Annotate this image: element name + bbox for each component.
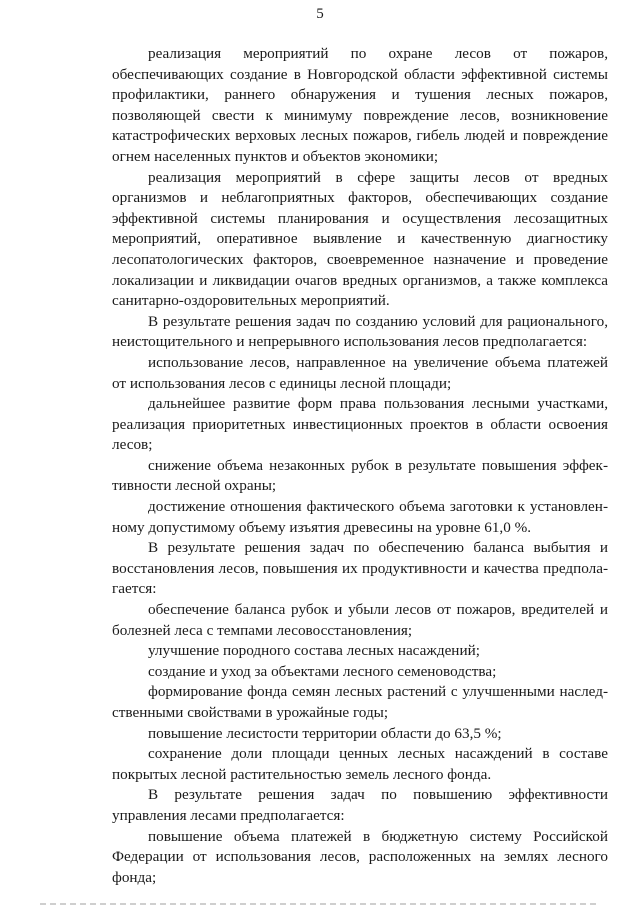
paragraph-budget-payments: повышение объема платежей в бюджетную систему Российской Федерации от использования лесов, расположенных на землях лесного фонда; [112,827,608,886]
paragraph-harvest-ratio: достижение отношения фактического объема заготовки к установленному допустимому объему изъятия древесины на уровне 61,0 %. [112,498,608,536]
paragraph-seed-fund: формирование фонда семян лесных растений с улучшенными наследственными свойствами в урожайные годы; [112,683,608,721]
paragraph-species-composition: улучшение породного состава лесных насаждений; [148,642,480,660]
paragraph-fire-protection: реализация мероприятий по охране лесов от пожаров, обеспечивающих создание в Новгородской области эффективной системы профилактики, раннего обнаружения и тушения лесных пожаров, позволяющей свести к минимуму повреждение лесов, возникновение катастрофических верховых лесных пожаров, гибель людей и повреждение огнем населенных пунктов и объектов экономики; [112,45,608,165]
paragraph-felling-balance: обеспечение баланса рубок и убыли лесов от пожаров, вредителей и болезней леса с темпами лесовосстановления; [112,601,608,639]
paragraph-forest-cover: повышение лесистости территории области до 63,5 %; [148,724,502,742]
paragraph-seed-objects: создание и уход за объектами лесного семеноводства; [148,662,497,680]
paragraph-usage-rights: дальнейшее развитие форм права пользования лесными участками, реализация приоритетных инвестиционных проектов в области освоения лесов; [112,395,608,454]
page-number: 5 [316,6,324,22]
paragraph-balance-intro: В результате решения задач по обеспечению баланса выбытия и восстановления лесов, повышения их продуктивности и качества предполагается: [112,539,608,598]
paragraph-payments-increase: использование лесов, направленное на увеличение объема платежей от использования лесов с единицы лесной площади; [112,353,608,392]
paragraph-management-intro: В результате решения задач по повышению эффективности управления лесами предполагается: [112,786,608,824]
paragraph-forest-health: реализация мероприятий в сфере защиты лесов от вредных организмов и неблагоприятных факторов, обеспечивающих создание эффективной системы планирования и осуществления лесозащитных мероприятий, оперативное выявление и качественную диагностику лесопатологических факторов, своевременное назначение и проведение локализации и ликвидации очагов вредных организмов, а также комплекса санитарно-оздоровительных мероприятий. [112,168,608,310]
document-body [112,44,608,888]
paragraph-sustainable-use-intro: В результате решения задач по созданию условий для рационального, неистощительного и непрерывного использования лесов предполагается: [112,312,608,351]
paragraph-valuable-stands: сохранение доли площади ценных лесных насаждений в составе покрытых лесной растительностью земель лесного фонда. [112,745,608,783]
paragraph-illegal-logging: снижение объема незаконных рубок в результате повышения эффективности лесной охраны; [112,456,608,495]
